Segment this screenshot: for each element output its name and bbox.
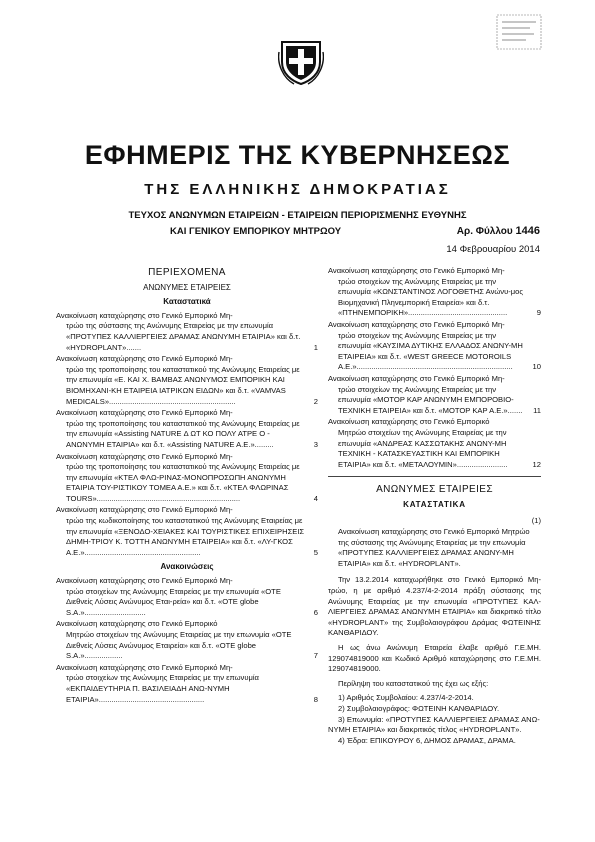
toc-entry-lead: Ανακοίνωση καταχώρησης στο Γενικό Εμπορικό Μη- [56, 408, 233, 418]
toc-entry[interactable] [328, 374, 541, 416]
list-item: 3) Επωνυμία: «ΠΡΟΤΥΠΕΣ ΚΑΛΛΙΕΡΓΕΙΕΣ ΔΡΑΜΑΣ ΑΝΩ-ΝΥΜΗ ΕΤΑΙΡΙΑ» και διακριτικός τίτλος «HYDROPLANT». [328, 714, 540, 735]
toc-entry-lead: Ανακοίνωση καταχώρησης στο Γενικό Εμπορικό Μη- [56, 576, 233, 586]
toc-entry-lead: Ανακοίνωση καταχώρησης στο Γενικό Εμπορικό [328, 417, 490, 427]
toc-list-continued [328, 266, 541, 470]
issue-label: Αρ. Φύλλου [456, 226, 513, 237]
toc-entry-lead: Ανακοίνωση καταχώρησης στο Γενικό Εμπορικό Μη- [328, 266, 505, 275]
gazette-subtitle: ΤΗΣ ΕΛΛΗΝΙΚΗΣ ΔΗΜΟΚΡΑΤΙΑΣ [144, 181, 451, 198]
toc-entry-lead: Ανακοίνωση καταχώρησης στο Γενικό Εμπορικό Μη- [56, 354, 233, 364]
toc-entry-text: τρώο στοιχείων της Ανώνυμης Εταιρείας με την επωνυμία «ΚΩΝΣΤΑΝΤΙΝΟΣ ΛΟΓΟΘΕΤΗΣ Ανώνυ-μος Βιομηχανική Πληνεμπορική Εταιρεία» και δ.τ. «ΠΤΗΝΕΜΠΟΡΙΚΗ»............................................... [338, 276, 524, 318]
content-column [328, 266, 541, 746]
series-line-1: ΤΕΥΧΟΣ ΑΝΩΝΥΜΩΝ ΕΤΑΙΡΕΙΩΝ - ΕΤΑΙΡΕΙΩΝ ΠΕΡΙΟΡΙΣΜΕΝΗΣ ΕΥΘΥΝΗΣ [128, 210, 467, 221]
toc-list-statutes [56, 311, 318, 559]
toc-entry-text: τρώο της τροποποίησης του καταστατικού της Ανώνυμης Εταιρείας με την επωνυμία «ΚΤΕΛ ΦΛΩ-ΡΙΝΑΣ-ΜΟΝΟΠΡΟΣΩΠΗ ΑΝΩΝΥΜΗ ΕΤΑΙΡΙΑ ΤΟΥ-ΡΙΣΤΙΚΟΥ ΤΟΜΕΑ Α.Ε.» και δ.τ. «ΚΤΕΛ ΦΛΩΡΙΝΑΣ TOURS».................................................................... [66, 462, 300, 503]
toc-entry-lead: Ανακοίνωση καταχώρησης στο Γενικό Εμπορικό Μη- [328, 373, 505, 383]
toc-category-announcements: Ανακοινώσεις [160, 562, 214, 572]
toc-entry-text: τρώο της κωδικοποίησης του καταστατικού της Ανώνυμης Εταιρείας με την επωνυμία «ΞΕΝΟΔΟ-ΧΕΙΑΚΕΣ ΚΑΙ ΤΟΥΡΙΣΤΙΚΕΣ ΕΠΙΧΕΙΡΗΣΕΙΣ ΔΗΜΗ-ΤΡΙΟΥ Κ. ΤΟΤΤΗ ΑΝΩΝΥΜΗ ΕΤΑΙΡΕΙΑ» και δ.τ. «ΛΥ-ΓΚΟΣ Α.Ε.»....................................................... [66, 516, 305, 557]
toc-entry-lead: Ανακοίνωση καταχώρησης στο Γενικό Εμπορικό [56, 619, 218, 629]
toc-entry[interactable] [56, 663, 318, 705]
toc-entry[interactable] [56, 619, 318, 661]
toc-column [56, 266, 318, 706]
article-title: Ανακοίνωση καταχώρησης στο Γενικό Εμπορικό Μητρώο της σύστασης της Ανώνυμης Εταιρείας με την επωνυμία «ΠΡΟΤΥΠΕΣ ΚΑΛΛΙΕΡΓΕΙΕΣ ΔΡΑΜΑΣ ΑΝΩΝΥ-ΜΗ ΕΤΑΙΡΙΑ» και δ.τ. «HYDROPLANT». [338, 527, 530, 568]
issue-number [457, 225, 540, 237]
toc-heading: ΠΕΡΙΕΧΟΜΕΝΑ [148, 267, 226, 278]
toc-entry-text: τρώο της τροποποίησης του καταστατικού της Ανώνυμης Εταιρείας με την επωνυμία «Ε. ΚΑΙ Χ. ΒΑΜΒΑΣ ΑΝΩΝΥΜΟΣ ΕΜΠΟΡΙΚΗ ΚΑΙ ΒΙΟΜΗΧΑΝΙ-ΚΗ ΕΤΑΙΡΕΙΑ ΙΑΤΡΙΚΩΝ ΕΙΔΩΝ» και δ.τ. «VAMVAS MEDICALS»............................................................ [66, 364, 300, 406]
toc-entry-lead: Ανακοίνωση καταχώρησης στο Γενικό Εμπορικό Μη- [56, 451, 233, 461]
article-paragraph: Η ως άνω Ανώνυμη Εταιρεία έλαβε αριθμό Γ.Ε.ΜΗ. 129074819000 και Κωδικό Αριθμό καταχώρησης στο Γ.Ε.ΜΗ. 129074819000. [328, 643, 541, 674]
toc-entry-text: τρώο της σύστασης της Ανώνυμης Εταιρείας με την επωνυμία «ΠΡΟΤΥΠΕΣ ΚΑΛΛΙΕΡΓΕΙΕΣ ΔΡΑΜΑΣ ΑΝΩΝΥΜΗ ΕΤΑΙΡΙΑ» και δ.τ. «HYDROPLANT»....... [66, 321, 301, 352]
toc-entry-page: 2 [313, 396, 318, 406]
greek-coat-of-arms-icon [278, 38, 324, 86]
toc-entry[interactable] [56, 505, 318, 558]
toc-entry-lead: Ανακοίνωση καταχώρησης στο Γενικό Εμπορικό Μη- [56, 310, 233, 320]
toc-entry[interactable] [56, 354, 318, 407]
registry-stamp [496, 14, 542, 50]
subsection-heading: ΚΑΤΑΣΤΑΤΙΚΑ [403, 499, 466, 509]
issue-date: 14 Φεβρουαρίου 2014 [446, 244, 540, 255]
toc-entry-page: 5 [313, 547, 318, 557]
toc-entry[interactable] [56, 576, 318, 618]
toc-entry[interactable] [328, 266, 541, 319]
toc-entry-lead: Ανακοίνωση καταχώρησης στο Γενικό Εμπορικό Μη- [328, 319, 505, 329]
toc-category-statutes: Καταστατικά [163, 297, 211, 307]
list-item: 2) Συμβολαιογράφος: ΦΩΤΕΙΝΗ ΚΑΝΘΑΡΙΔΟΥ. [338, 703, 500, 713]
toc-entry[interactable] [328, 417, 541, 470]
toc-entry-text: Μητρώο στοιχείων της Ανώνυμης Εταιρείας με την επωνυμία «ΑΝΔΡΕΑΣ ΚΑΣΣΩΤΑΚΗΣ ΑΝΩΝΥ-ΜΗ ΤΕΧΝΙΚΗ - ΚΑΤΑΣΚΕΥΑΣΤΙΚΗ ΚΑΙ ΕΜΠΟΡΙΚΗ ΕΤΑΙΡΙΑ» και δ.τ. «ΜΕΤΑΛΟΥΜΙΝ»........................ [338, 427, 508, 469]
toc-entry-page: 1 [313, 342, 318, 352]
toc-entry-text: τρώο στοιχείων της Ανώνυμης Εταιρείας με την επωνυμία «ΜΟΤΟΡ ΚΑΡ ΑΝΩΝΥΜΗ ΕΜΠΟΡΟΒΙΟ-ΤΕΧΝΙΚΗ ΕΤΑΙΡΕΙΑ» και δ.τ. «ΜΟΤΟΡ ΚΑΡ Α.Ε.»....... [338, 384, 523, 415]
toc-entry[interactable] [56, 311, 318, 353]
article-paragraph: Περίληψη του καταστατικού της έχει ως εξής: [338, 678, 489, 688]
toc-entry-page: 9 [536, 308, 541, 318]
toc-entry-page: 6 [313, 607, 318, 617]
toc-entry-text: Μητρώο στοιχείων της Ανώνυμης Εταιρείας με την επωνυμία «ΟΤΕ Διεθνείς Λύσεις Ανώνυμος Εταιρεία» και δ.τ. «ΟΤΕ globe S.A.».................. [66, 630, 292, 661]
article-number: (1) [531, 516, 541, 526]
toc-entry-page: 3 [313, 439, 318, 449]
series-line-2: ΚΑΙ ΓΕΝΙΚΟΥ ΕΜΠΟΡΙΚΟΥ ΜΗΤΡΩΟΥ [170, 226, 342, 237]
toc-entry[interactable] [328, 320, 541, 373]
toc-entry-page: 7 [313, 651, 318, 661]
toc-entry-text: τρώο στοιχείων της Ανώνυμης Εταιρείας με την επωνυμία «ΕΚΠΑΙΔΕΥΤΗΡΙΑ Π. ΒΑΣΙΛΕΙΑΔΗ ΑΝΩ-ΝΥΜΗ ΕΤΑΙΡΙΑ».................................................. [66, 673, 259, 704]
toc-entry[interactable] [56, 408, 318, 450]
article-list [328, 693, 541, 746]
toc-entry-lead: Ανακοίνωση καταχώρησης στο Γενικό Εμπορικό Μη- [56, 662, 233, 672]
article-paragraph: Την 13.2.2014 καταχωρήθηκε στο Γενικό Εμπορικό Μη-τρώο, η με αριθμό 4.237/4-2-2014 πράξη σύστασης της Ανώνυμης Εταιρείας με την επωνυμία «ΠΡΟΤΥΠΕΣ ΚΑΛ-ΛΙΕΡΓΕΙΕΣ ΔΡΑΜΑΣ ΑΝΩΝΥΜΗ ΕΤΑΙΡΙΑ» και διακριτικό τίτλο «HYDROPLANT» της Συμβολαιογράφου Δράμας ΦΩΤΕΙΝΗΣ ΚΑΝΘΑΡΙΔΟΥ. [328, 575, 541, 638]
section-heading: ΑΝΩΝΥΜΕΣ ΕΤΑΙΡΕΙΕΣ [376, 484, 493, 496]
toc-list-announcements [56, 576, 318, 705]
toc-entry-page: 8 [313, 694, 318, 704]
gazette-title: ΕΦΗΜΕΡΙΣ ΤΗΣ ΚΥΒΕΡΝΗΣΕΩΣ [84, 140, 511, 170]
toc-entry[interactable] [56, 452, 318, 505]
issue-number-value: 1446 [515, 225, 540, 237]
list-item: 1) Αριθμός Συμβολαίου: 4.237/4-2-2014. [338, 693, 474, 703]
toc-entry-page: 11 [533, 405, 541, 415]
toc-section: ΑΝΩΝΥΜΕΣ ΕΤΑΙΡΕΙΕΣ [143, 282, 231, 292]
toc-entry-text: τρώο της τροποποίησης του καταστατικού της Ανώνυμης Εταιρείας με την επωνυμία «Assisting NATURE Δ ΩΤ ΚΟ ΠΟΛΥ ΑΤΡΕ Ο - ΑΝΩΝΥΜΗ ΕΤΑΙΡΙΑ» και δ.τ. «Assisting NATURE A.E.»......... [66, 418, 300, 449]
toc-entry-page: 10 [532, 362, 541, 372]
toc-entry-lead: Ανακοίνωση καταχώρησης στο Γενικό Εμπορικό Μη- [56, 505, 233, 515]
toc-entry-page: 4 [313, 493, 318, 503]
toc-entry-text: τρώο στοιχείων της Ανώνυμης Εταιρείας με την επωνυμία «ΚΑΥΣΙΜΑ ΔΥΤΙΚΗΣ ΕΛΛΑΔΟΣ ΑΝΩΝΥ-ΜΗ ΕΤΑΙΡΕΙΑ» και δ.τ. «WEST GREECE MOTOROILS Α.Ε.».......................................................................... [338, 330, 523, 372]
list-item: 4) Έδρα: ΕΠΙΚΟΥΡΟΥ 6, ΔΗΜΟΣ ΔΡΑΜΑΣ, ΔΡΑΜΑ. [338, 735, 516, 745]
toc-entry-text: τρώο στοιχείων της Ανώνυμης Εταιρείας με την επωνυμία «ΟΤΕ Διεθνείς Λύσεις Ανώνυμος Εται-ρεία» και δ.τ. «ΟΤΕ globe S.A.»............................. [66, 586, 281, 617]
toc-entry-page: 12 [532, 459, 541, 469]
divider [328, 476, 541, 477]
